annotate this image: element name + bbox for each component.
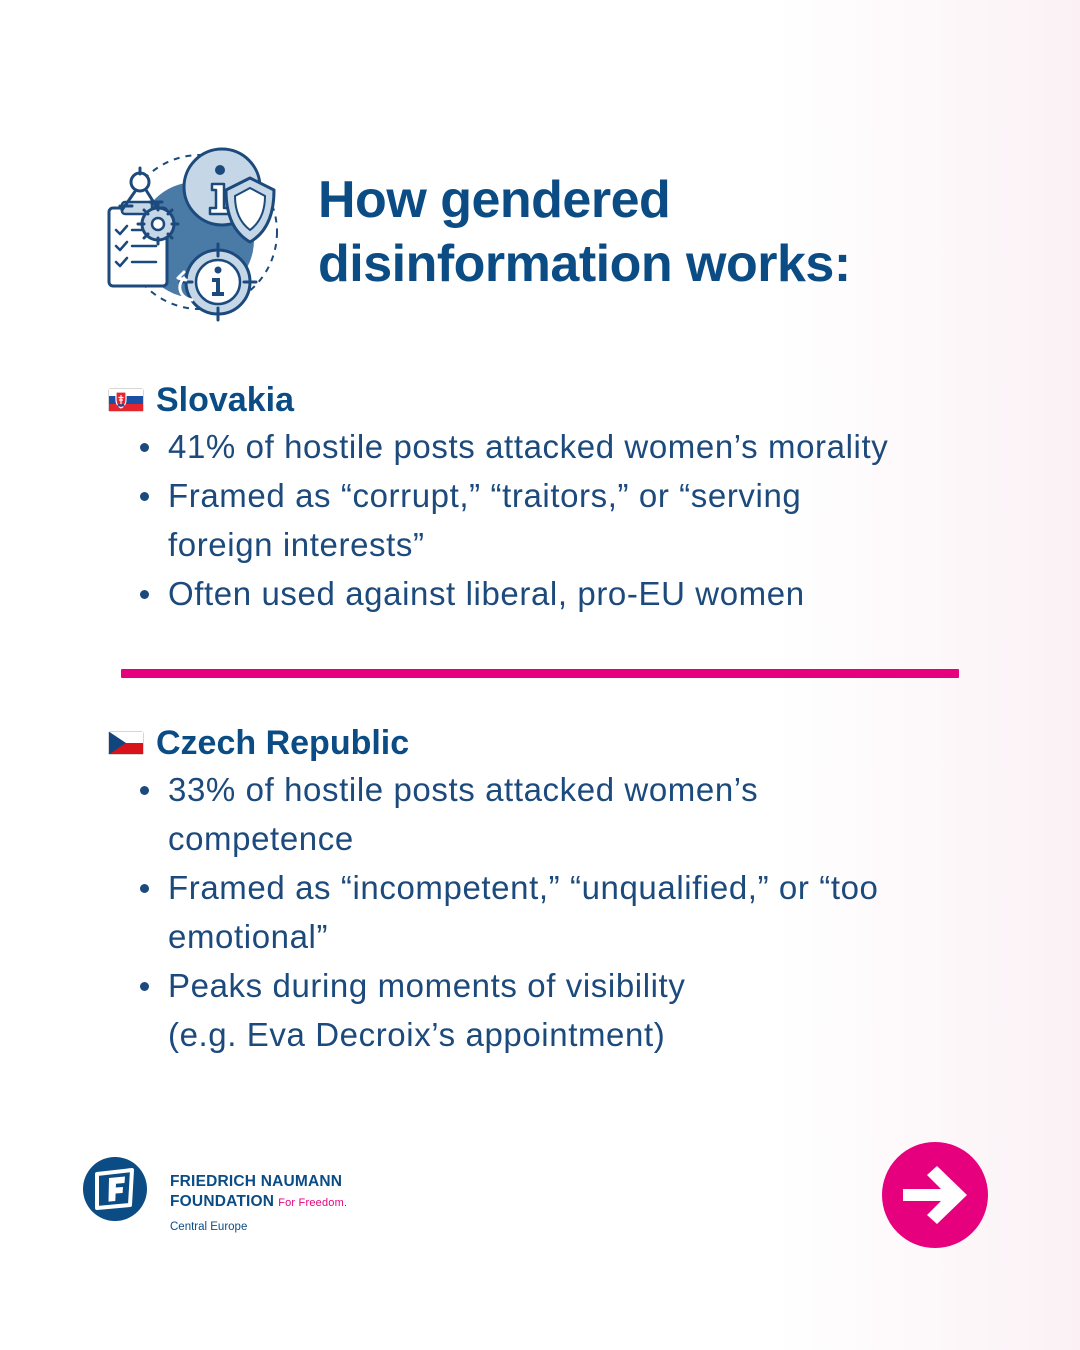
- logo-org-name: FOUNDATION: [170, 1193, 275, 1210]
- bullet-text: 41% of hostile posts attacked women’s morality: [168, 428, 889, 465]
- list-item: [168, 863, 988, 961]
- slovakia-bullet-list: [108, 422, 988, 618]
- list-item: [168, 961, 988, 1059]
- logo-tagline: For Freedom.: [278, 1197, 348, 1209]
- title-line-2: disinformation works:: [318, 235, 851, 293]
- list-item: [168, 422, 988, 471]
- czech-bullet-list: [108, 765, 988, 1059]
- fnf-logo: [82, 1156, 347, 1235]
- bullet-text: Often used against liberal, pro-EU women: [168, 575, 805, 612]
- bullet-text: Peaks during moments of visibility: [168, 967, 686, 1004]
- next-button[interactable]: [882, 1142, 988, 1248]
- czech-flag-icon: [108, 731, 144, 755]
- bullet-text: Framed as “incompetent,” “unqualified,” or “too: [168, 869, 879, 906]
- section-divider: [121, 669, 959, 678]
- slovakia-title: Slovakia: [156, 380, 294, 419]
- logo-region: Central Europe: [170, 1221, 248, 1233]
- slovakia-header: [108, 378, 988, 422]
- title-line-1: How gendered: [318, 171, 671, 229]
- czech-section: [108, 721, 988, 1059]
- logo-org-line-1: FRIEDRICH NAUMANN: [170, 1173, 343, 1190]
- bullet-text: 33% of hostile posts attacked women’s: [168, 771, 759, 808]
- czech-header: [108, 721, 988, 765]
- page-title: [318, 168, 851, 296]
- fnf-logo-text: [170, 1172, 347, 1235]
- arrow-right-icon: [899, 1165, 971, 1225]
- bullet-text: emotional”: [168, 918, 329, 955]
- bullet-text: foreign interests”: [168, 526, 425, 563]
- bullet-text: competence: [168, 820, 354, 857]
- slovakia-flag-icon: [108, 388, 144, 412]
- slovakia-section: [108, 378, 988, 618]
- list-item: [168, 765, 988, 863]
- bullet-text: Framed as “corrupt,” “traitors,” or “serving: [168, 477, 802, 514]
- fnf-logo-icon: [82, 1156, 148, 1222]
- logo-org-line-2: [170, 1192, 347, 1213]
- disinformation-info-shield-icon: [100, 140, 285, 325]
- list-item: [168, 471, 988, 569]
- bullet-text: (e.g. Eva Decroix’s appointment): [168, 1016, 666, 1053]
- list-item: [168, 569, 988, 618]
- czech-title: Czech Republic: [156, 723, 410, 762]
